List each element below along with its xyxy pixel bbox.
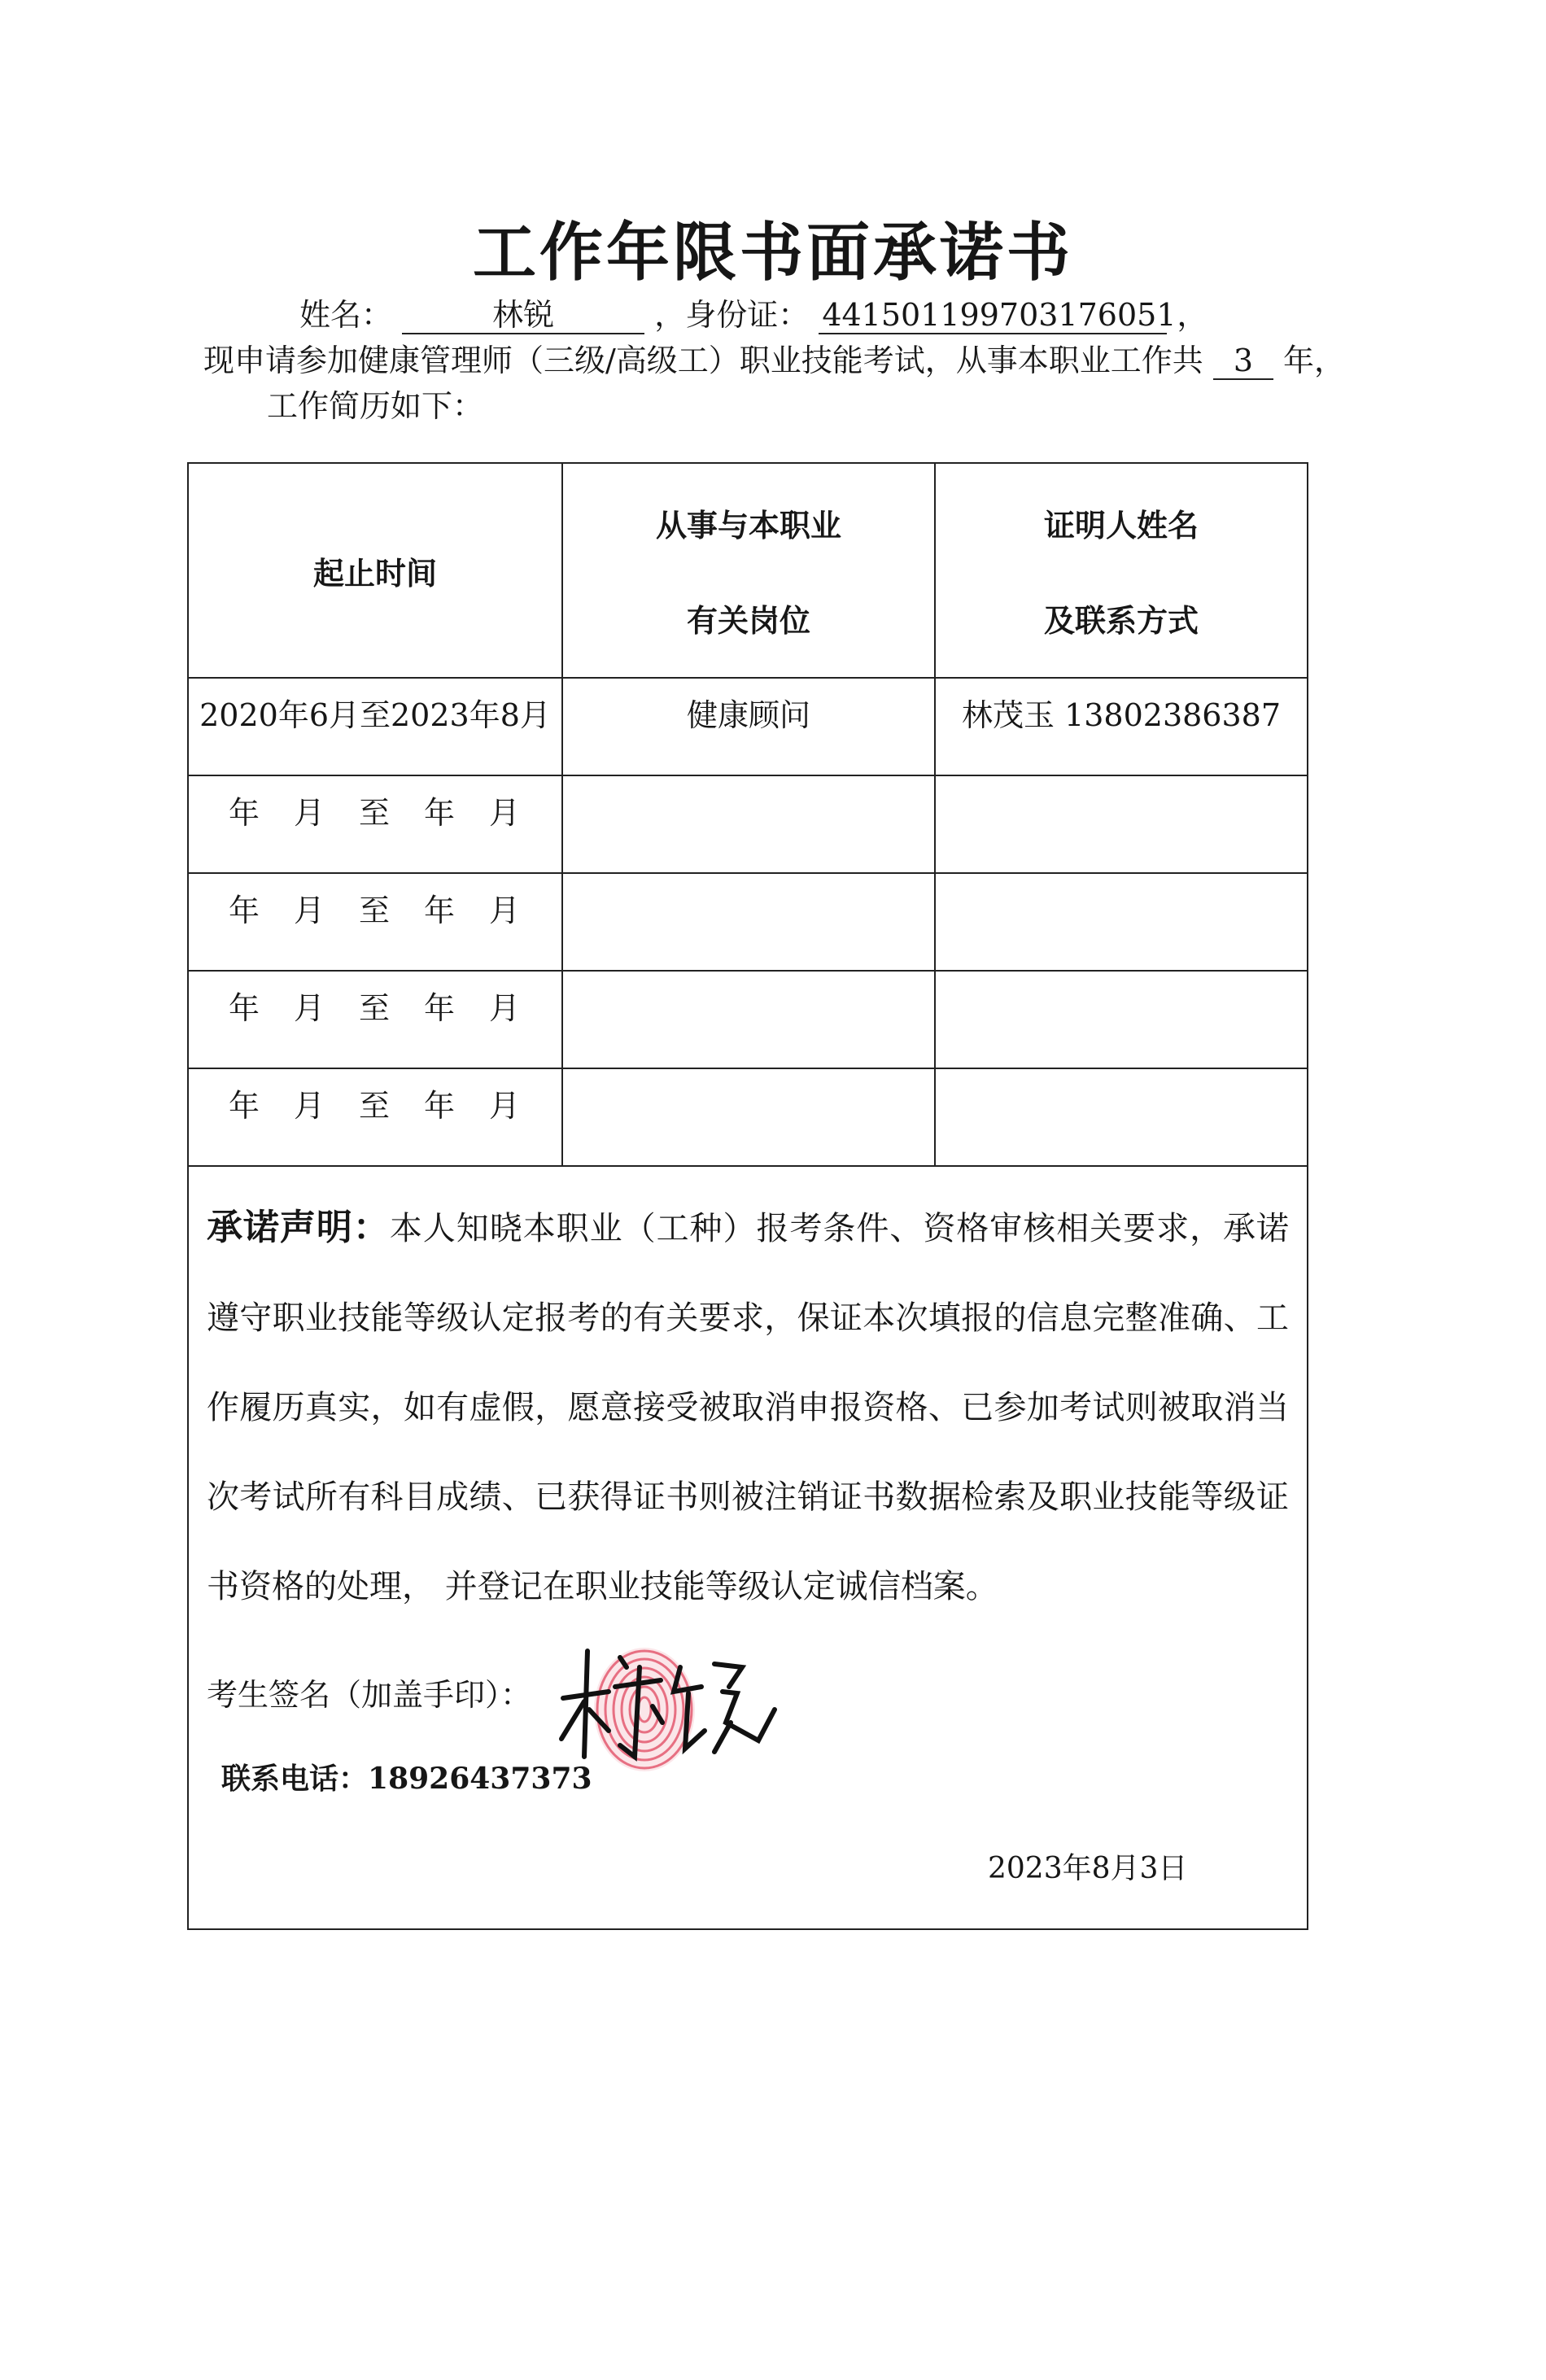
declaration-text (207, 1183, 1289, 1631)
month-label: 月 (293, 893, 326, 928)
to-label: 至 (358, 893, 391, 928)
table-row (188, 1068, 1308, 1166)
blank-period (188, 1068, 562, 1166)
header-witness (935, 463, 1308, 678)
resume-label: 工作简历如下： (267, 388, 484, 424)
to-label: 至 (358, 990, 391, 1026)
year-label: 年 (228, 990, 261, 1026)
name-id-line (299, 290, 1208, 334)
blank-position (562, 775, 935, 873)
blank-position (562, 971, 935, 1068)
header-position (562, 463, 935, 678)
blank-witness (935, 1068, 1308, 1166)
declaration-label: 承诺声明： (207, 1207, 390, 1248)
year-label: 年 (228, 893, 261, 928)
month-label: 月 (293, 795, 326, 831)
blank-period (188, 873, 562, 971)
month-label: 月 (489, 990, 522, 1026)
signature-label: 考生签名（加盖手印）： (207, 1677, 532, 1713)
year-label: 年 (424, 990, 457, 1026)
intro-line (203, 335, 1345, 380)
blank-witness (935, 873, 1308, 971)
table-row (188, 678, 1308, 775)
row1-position: 健康顾问 (562, 678, 935, 775)
name-value: 林锐 (402, 299, 644, 334)
line-comma: ， (1177, 297, 1208, 333)
intro-text: 现申请参加健康管理师（三级/高级工）职业技能考试，从事本职业工作共 (203, 343, 1203, 378)
header-position-line2: 有关岗位 (686, 602, 810, 639)
table-header-row (188, 463, 1308, 678)
blank-position (562, 873, 935, 971)
header-witness-line1: 证明人姓名 (1043, 507, 1199, 544)
id-value: 441501199703176051 (819, 299, 1167, 334)
row1-witness: 林茂玉 13802386387 (935, 678, 1308, 775)
year-label: 年 (424, 795, 457, 831)
blank-period (188, 775, 562, 873)
declaration-cell (188, 1166, 1308, 1929)
header-position-line1: 从事与本职业 (655, 507, 841, 544)
phone-value: 18926437373 (368, 1762, 592, 1796)
document-title: 工作年限书面承诺书 (472, 216, 1073, 290)
declaration-date: 2023年8月3日 (988, 1852, 1188, 1885)
declaration-row (188, 1166, 1308, 1929)
blank-witness (935, 971, 1308, 1068)
table-row (188, 873, 1308, 971)
month-label: 月 (489, 795, 522, 831)
declaration-body: 本人知晓本职业（工种）报考条件、资格审核相关要求，承诺遵守职业技能等级认定报考的有关要求，保证本次填报的信息完整准确、工作履历真实，如有虚假，愿意接受被取消申报资格、已参加考试则被取消当次考试所有科目成绩、已获得证书则被注销证书数据检索及职业技能等级证书资格的处理， 并登记在职业技能等级认定诚信档案。 (207, 1210, 1290, 1605)
phone-line (221, 1756, 592, 1797)
signature-fingerprint (531, 1635, 791, 1773)
blank-witness (935, 775, 1308, 873)
years-suffix: 年， (1283, 343, 1346, 378)
blank-period (188, 971, 562, 1068)
table-row (188, 971, 1308, 1068)
month-label: 月 (489, 893, 522, 928)
header-period-label: 起止时间 (312, 554, 437, 592)
phone-label: 联系电话： (221, 1762, 369, 1796)
month-label: 月 (489, 1088, 522, 1124)
year-label: 年 (424, 893, 457, 928)
month-label: 月 (293, 1088, 326, 1124)
header-period (188, 463, 562, 678)
header-witness-line2: 及联系方式 (1043, 602, 1199, 639)
blank-position (562, 1068, 935, 1166)
id-label: ，身份证： (654, 297, 810, 333)
work-history-table (187, 462, 1308, 1930)
year-label: 年 (228, 1088, 261, 1124)
month-label: 月 (293, 990, 326, 1026)
to-label: 至 (358, 795, 391, 831)
years-value: 3 (1213, 344, 1273, 380)
year-label: 年 (228, 795, 261, 831)
name-label: 姓名： (299, 297, 393, 333)
table-row (188, 775, 1308, 873)
row1-period: 2020年6月至2023年8月 (188, 678, 562, 775)
year-label: 年 (424, 1088, 457, 1124)
to-label: 至 (358, 1088, 391, 1124)
